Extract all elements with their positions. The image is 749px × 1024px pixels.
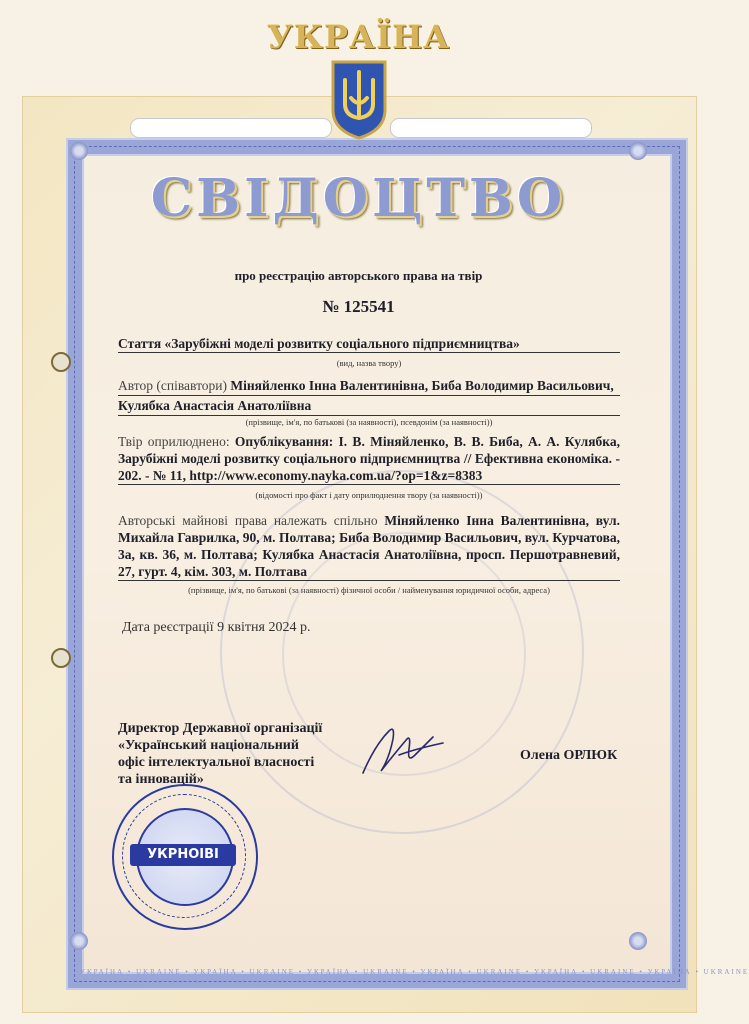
frame-corner-ornament: [70, 142, 88, 160]
ribbon-left: [130, 118, 332, 138]
director-line: та інновацій»: [118, 772, 204, 787]
signer-name: Олена ОРЛЮК: [520, 748, 618, 763]
director-line: Директор Державної організації: [118, 721, 323, 736]
footer-micro-strip: УКРАЇНА • UKRAINE • УКРАЇНА • UKRAINE • УКРАЇНА • UKRAINE • УКРАЇНА • UKRAINE • УКРАЇНА • UKRAINE • УКРАЇНА • UKRAINE: [80, 968, 749, 976]
frame-corner-ornament: [629, 142, 647, 160]
rights-block: [118, 512, 620, 581]
work-caption: (вид, назва твору): [336, 358, 402, 368]
director-title: [118, 720, 358, 788]
frame-corner-ornament: [70, 932, 88, 950]
authors-label: Автор (співавтори): [118, 378, 228, 393]
authors-names-line2: Кулябка Анастасія Анатоліївна: [118, 396, 620, 416]
binder-ring: [51, 352, 71, 372]
authors-names-line1: Міняйленко Інна Валентинівна, Биба Володимир Васильович,: [230, 378, 614, 393]
publication-caption: (відомості про факт і дату оприлюднення твору (за наявності)): [255, 490, 483, 500]
authors-caption: (прізвище, ім'я, по батькові (за наявності), псевдонім (за наявності)): [245, 417, 493, 427]
work-title: Стаття «Зарубіжні моделі розвитку соціального підприємництва»: [118, 336, 620, 353]
publication-label: Твір оприлюднено:: [118, 434, 230, 449]
coat-of-arms-trident-icon: [329, 58, 389, 140]
director-line: «Український національний: [118, 738, 299, 753]
publication-text: Опублікування: І. В. Міняйленко, В. В. Биба, А. А. Кулябка, Зарубіжні моделі розвитку соціального підприємництва // Ефективна економіка. - 202. - № 11, http://www.economy.nayka.com.ua/?op=1&z=8383: [118, 434, 620, 483]
rights-label: Авторські майнові права належать спільно: [118, 513, 378, 528]
registration-date: Дата реєстрації 9 квітня 2024 р.: [122, 620, 311, 635]
official-seal: [112, 784, 258, 930]
authors-block: [118, 376, 620, 416]
ribbon-right: [390, 118, 592, 138]
handwritten-signature: [355, 715, 455, 785]
frame-corner-ornament: [629, 932, 647, 950]
document-title: СВІДОЦТВО: [150, 168, 567, 229]
binder-ring: [51, 648, 71, 668]
country-title: УКРАЇНА: [266, 18, 451, 56]
seal-center-text: УКРНОІВІ: [130, 844, 236, 866]
certificate-number: № 125541: [322, 297, 395, 316]
publication-block: [118, 433, 620, 485]
document-subtitle: про реєстрацію авторського права на твір: [234, 268, 483, 283]
rights-text: Міняйленко Інна Валентинівна, вул. Михайла Гаврилка, 90, м. Полтава; Биба Володимир Васильович, вул. Курчатова, 3а, кв. 36, м. Полтава; Кулябка Анастасія Анатоліївна, просп. Першотравневий, 27, гурт. 4, кім. 303, м. Полтава: [118, 513, 620, 579]
rights-caption: (прізвище, ім'я, по батькові (за наявності) фізичної особи / найменування юридичної особи, адреса): [188, 585, 550, 595]
director-line: офіс інтелектуальної власності: [118, 755, 315, 770]
